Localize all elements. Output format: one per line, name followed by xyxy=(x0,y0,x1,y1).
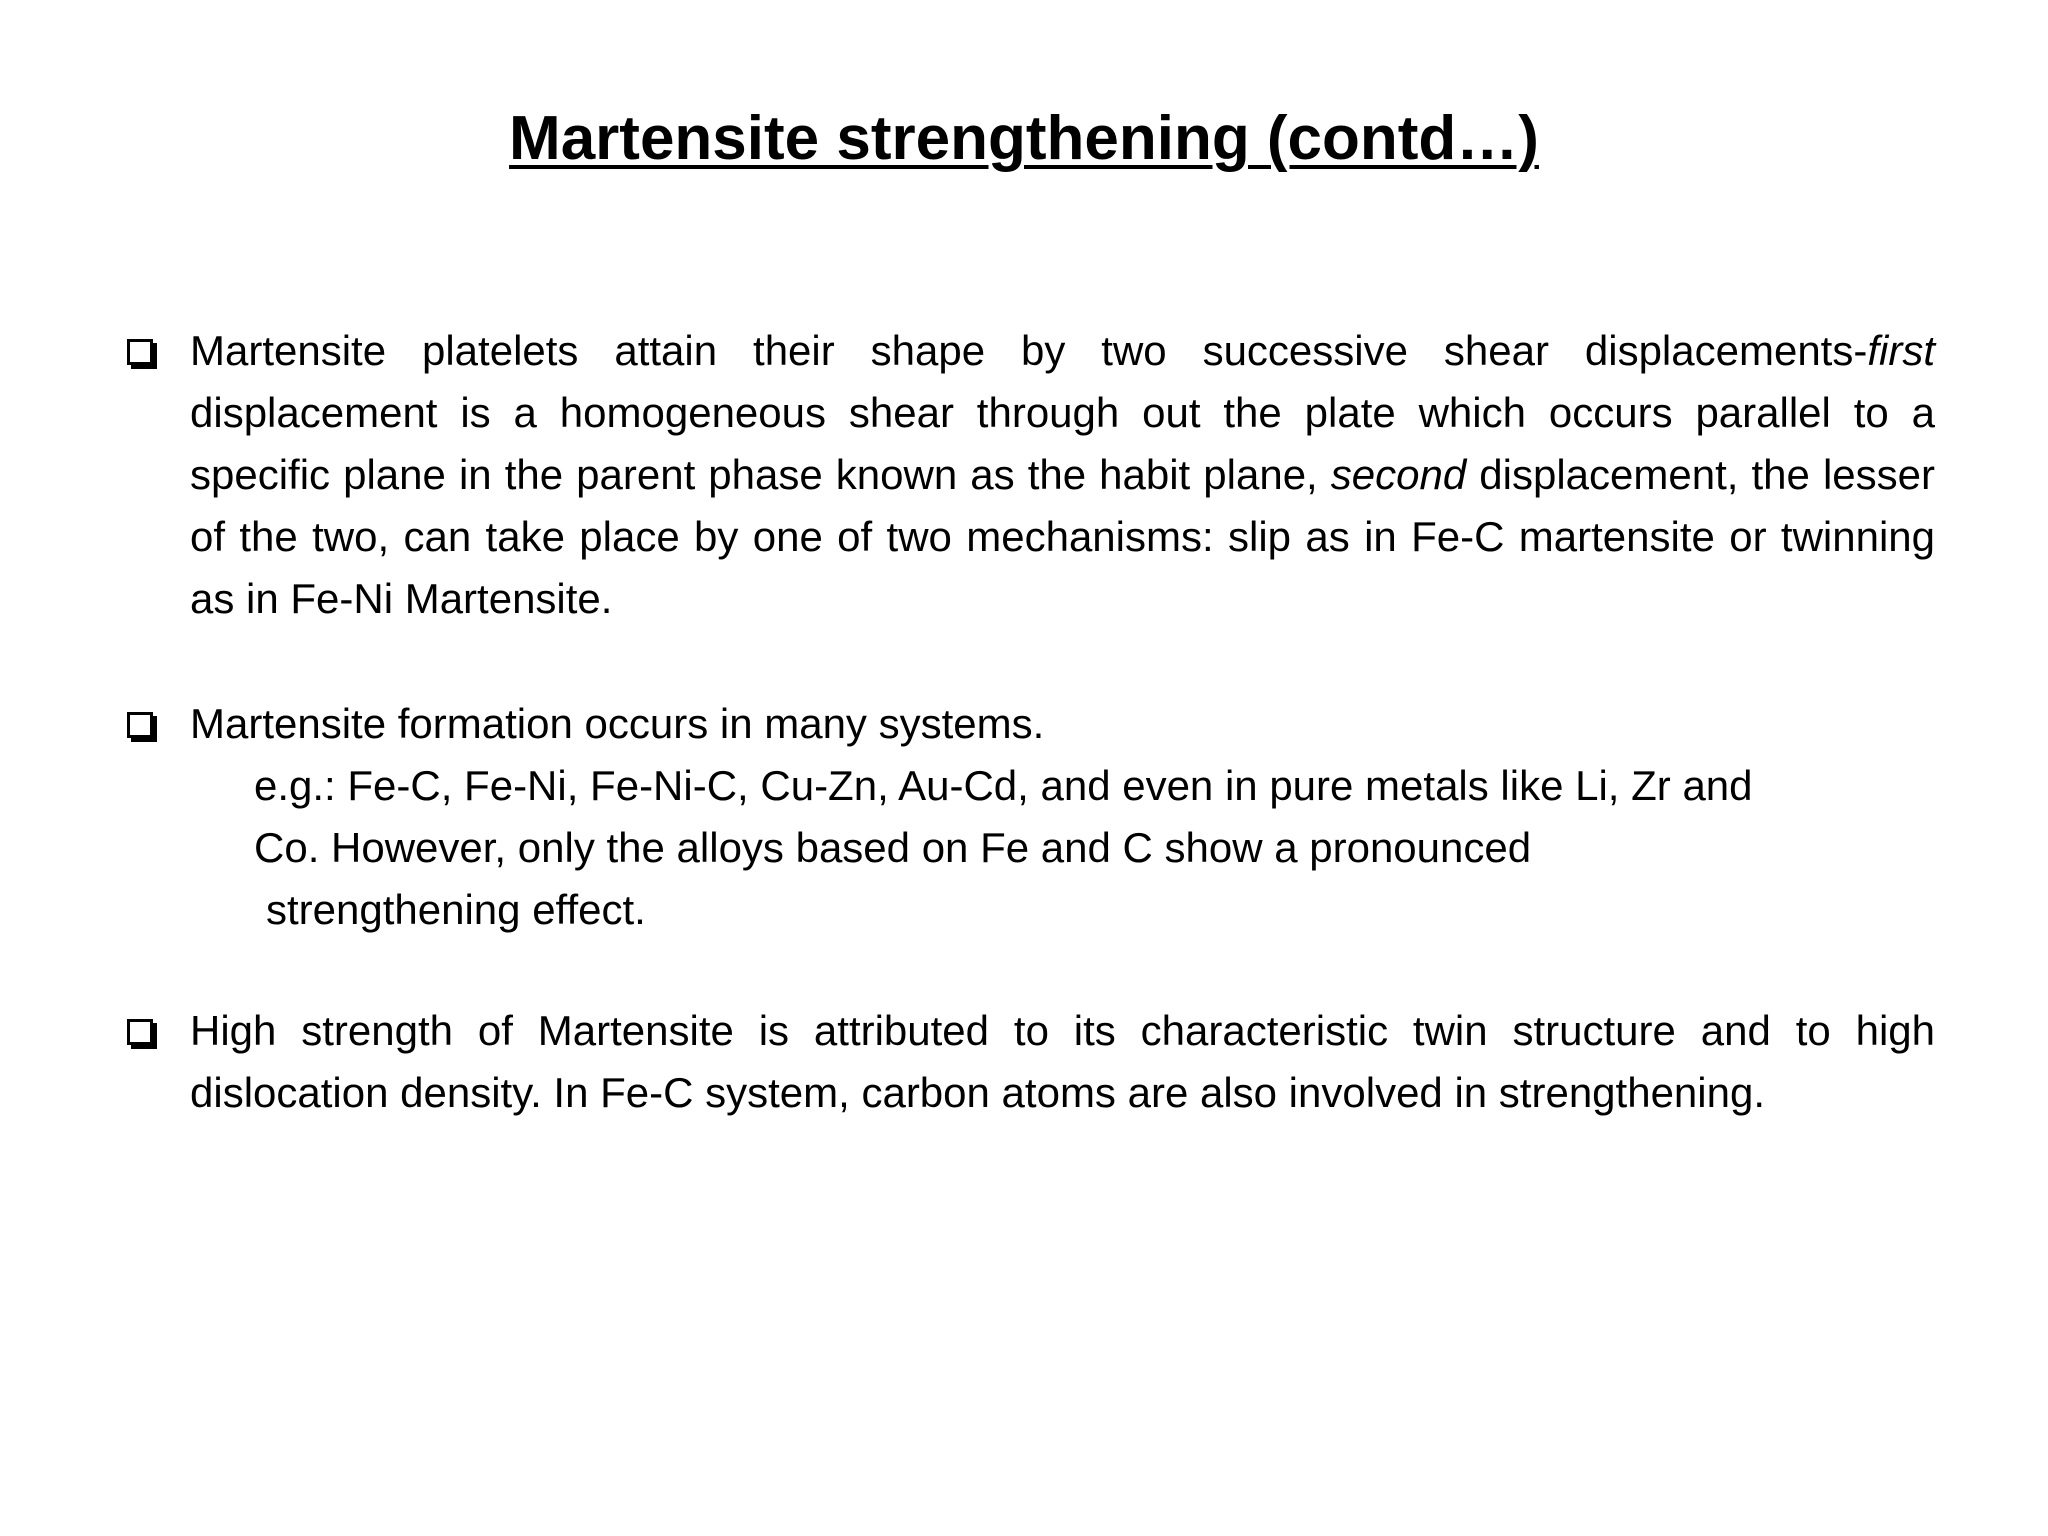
checkbox-bullet-icon xyxy=(127,1019,153,1045)
bullet-text: High strength of Martensite is attributed to its characteristic twin structure and to high dislocation density. In Fe-C system, carbon atoms are also involved in strengthening. xyxy=(190,1007,1935,1116)
bullet-text-emphasis-first: first xyxy=(1867,327,1935,374)
bullet-text: Martensite formation occurs in many systems. xyxy=(190,700,1045,747)
example-block xyxy=(254,755,1894,941)
bullet-item-high-strength xyxy=(127,1000,1935,1124)
slide-title xyxy=(0,100,2048,178)
example-line: strengthening effect. xyxy=(266,886,646,933)
checkbox-bullet-icon xyxy=(127,339,153,365)
bullet-text-part: displacement is a homogeneous shear through out the plate which occurs parallel to a specific plane in the parent phase known as the habit plane, xyxy=(190,389,1935,498)
bullet-text xyxy=(190,320,1935,630)
bullet-item-shear-displacements xyxy=(127,320,1935,630)
bullet-text-part: Martensite platelets attain their shape by two successive shear displacements- xyxy=(190,327,1868,374)
bullet-text-part: displacement, the lesser of the two, can take place by one of two mechanisms: slip as in Fe-C martensite or twinning as in Fe-Ni Martensite. xyxy=(190,451,1935,622)
bullet-text-emphasis-second: second xyxy=(1330,451,1467,498)
checkbox-bullet-icon xyxy=(127,712,153,738)
example-line: e.g.: Fe-C, Fe-Ni, Fe-Ni-C, Cu-Zn, Au-Cd, and even in pure metals like Li, Zr and xyxy=(254,762,1753,809)
slide-title-text: Martensite strengthening (contd…) xyxy=(509,104,1539,173)
bullet-item-martensite-systems xyxy=(127,693,1935,941)
example-line: Co. However, only the alloys based on Fe and C show a pronounced xyxy=(254,824,1532,871)
